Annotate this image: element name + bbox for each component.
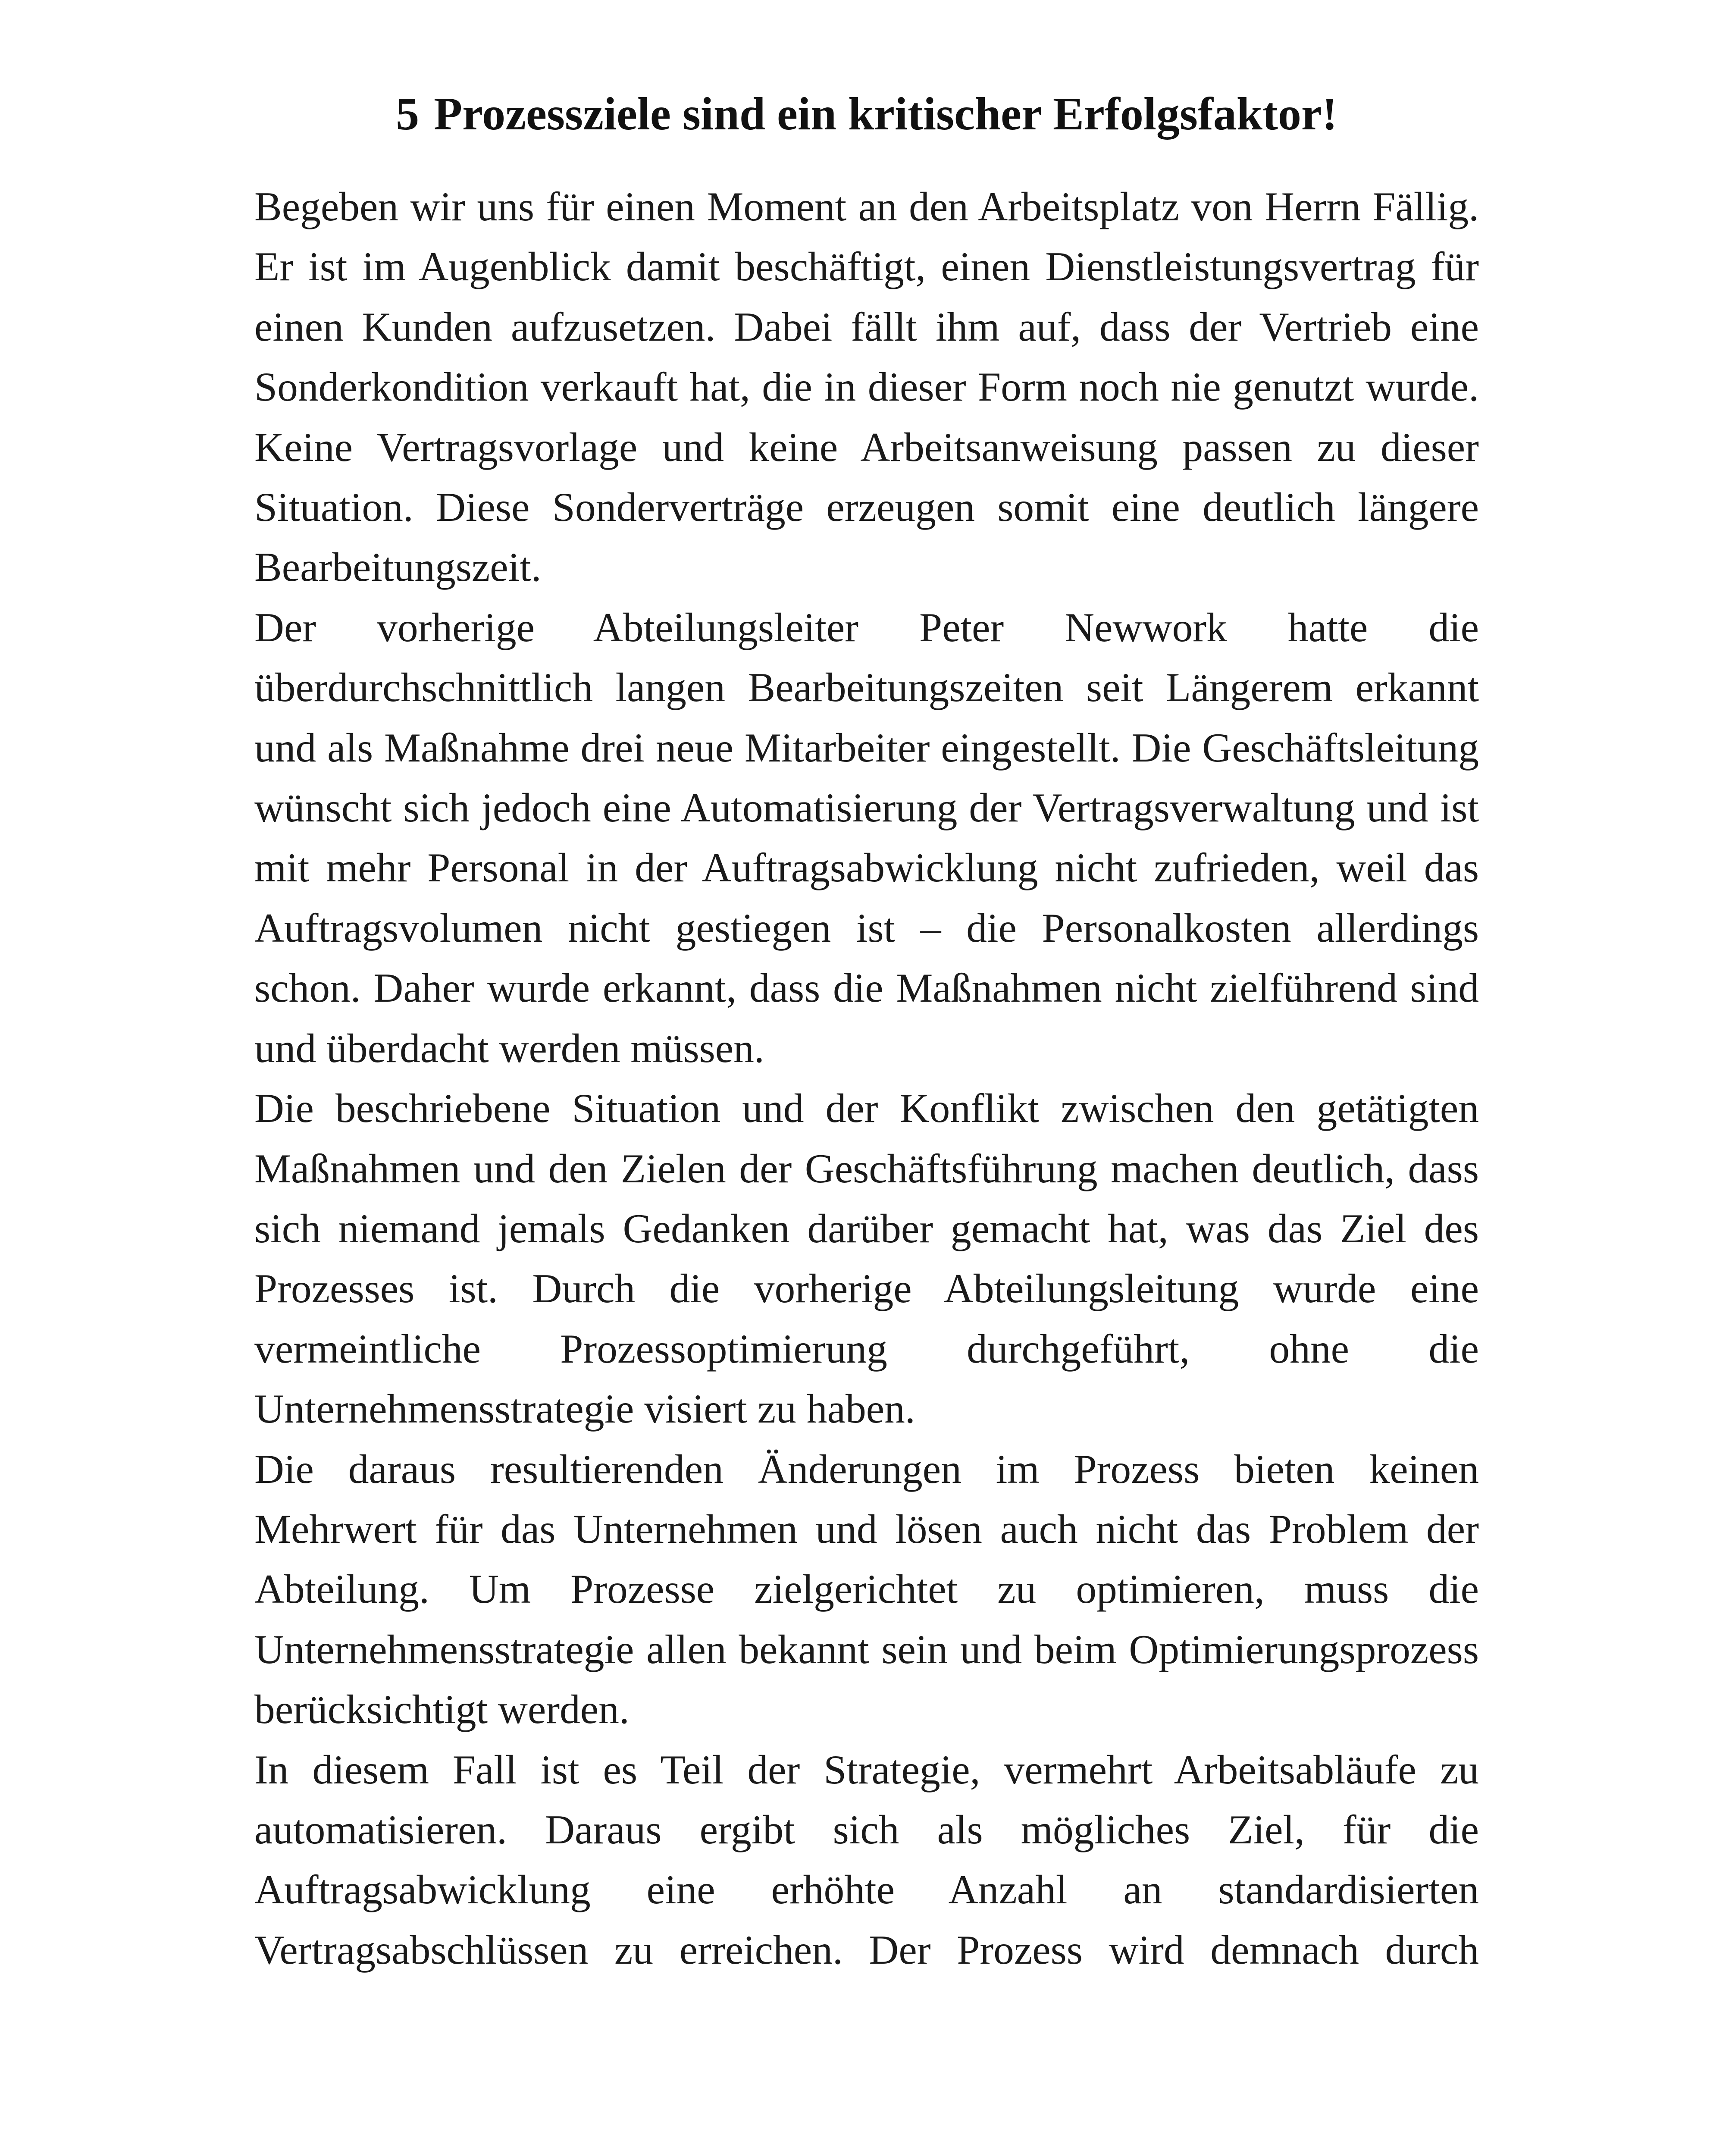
chapter-number: 5 (396, 88, 420, 140)
paragraph-4: Die daraus resultierenden Änderungen im Prozess bieten keinen Mehrwert für das Unternehmen und lösen auch nicht das Problem der Abteilung. Um Prozesse zielgerichtet zu optimieren, muss die Unternehmensstrategie allen bekannt sein und beim Optimierungsprozess berücksichtigt werden. (254, 1446, 1479, 1733)
paragraph-1: Begeben wir uns für einen Moment an den Arbeitsplatz von Herrn Fällig. Er ist im Augenblick damit beschäftigt, einen Dienstleistungsvertrag für einen Kunden aufzusetzen. Dabei fällt ihm auf, dass der Vertrieb eine Sonderkondition verkauft hat, die in dieser Form noch nie genutzt wurde. Keine Vertragsvorlage und keine Arbeitsanweisung passen zu dieser Situation. Diese Sonderverträge erzeugen somit eine deutlich längere Bearbeitungszeit. (254, 184, 1479, 590)
body-text (254, 177, 1479, 1980)
paragraph-3: Die beschriebene Situation und der Konflikt zwischen den getätigten Maßnahmen und den Zielen der Geschäftsführung machen deutlich, dass sich niemand jemals Gedanken darüber gemacht hat, was das Ziel des Prozesses ist. Durch die vorherige Abteilungsleitung wurde eine vermeintliche Prozessoptimierung durchgeführt, ohne die Unternehmensstrategie visiert zu haben. (254, 1085, 1479, 1432)
paragraph-5: In diesem Fall ist es Teil der Strategie, vermehrt Arbeitsabläufe zu automatisieren. Daraus ergibt sich als mögliches Ziel, für die Auftragsabwicklung eine erhöhte Anzahl an standardisierten Vertragsabschlüssen zu erreichen. Der Prozess wird demnach durch (254, 1746, 1479, 1973)
paragraph-2: Der vorherige Abteilungsleiter Peter Newwork hatte die überdurchschnittlich langen Bearbeitungszeiten seit Längerem erkannt und als Maßnahme drei neue Mitarbeiter eingestellt. Die Geschäftsleitung wünscht sich jedoch eine Automatisierung der Vertragsverwaltung und ist mit mehr Personal in der Auftragsabwicklung nicht zufrieden, weil das Auftragsvolumen nicht gestiegen ist – die Personalkosten allerdings schon. Daher wurde erkannt, dass die Maßnahmen nicht zielführend sind und überdacht werden müssen. (254, 604, 1479, 1071)
chapter-heading (254, 84, 1479, 144)
chapter-title: Prozessziele sind ein kritischer Erfolgsfaktor! (434, 88, 1337, 140)
